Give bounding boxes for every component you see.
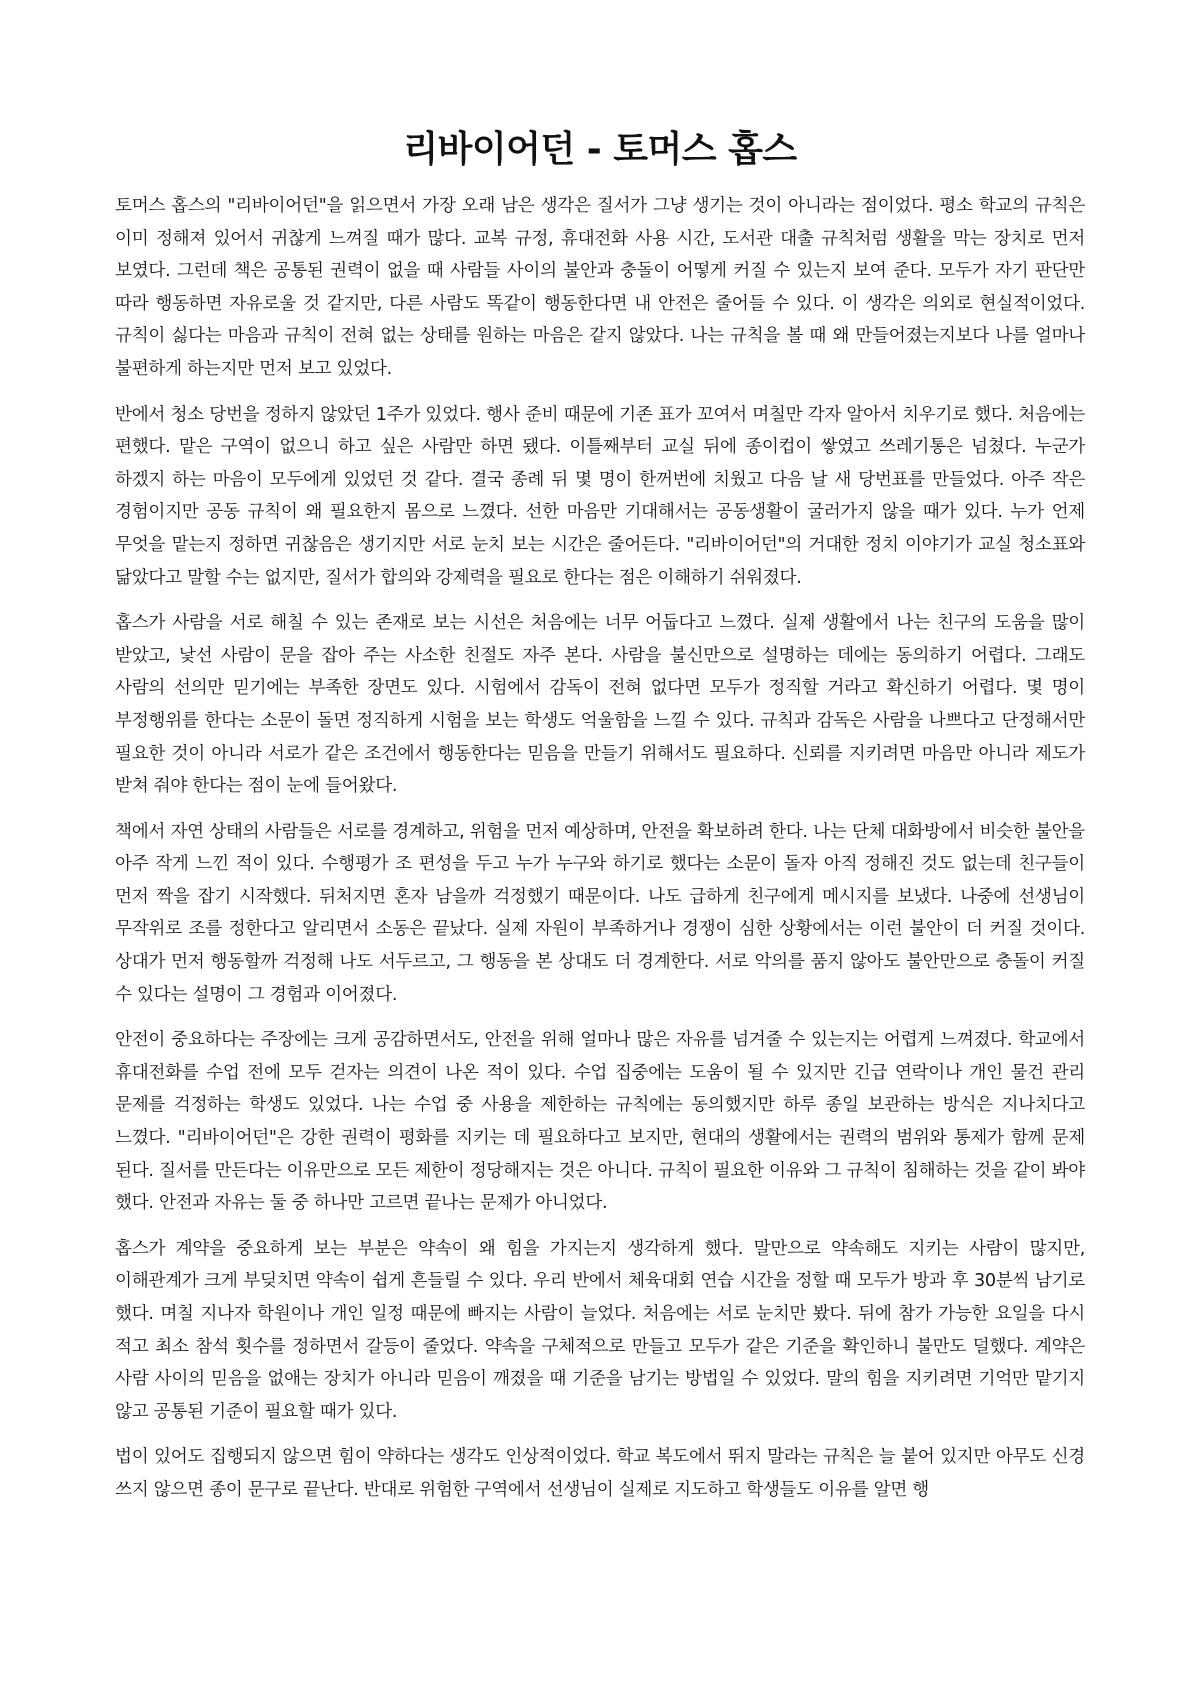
paragraph-7: 법이 있어도 집행되지 않으면 힘이 약하다는 생각도 인상적이었다. 학교 복도에서 뛰지 말라는 규칙은 늘 붙어 있지만 아무도 신경 쓰지 않으면 종이 문구로 끝난다. 반대로 위험한 구역에서 선생님이 실제로 지도하고 학생들도 이유를 알면 행 xyxy=(115,1447,1085,1500)
paragraph-4: 책에서 자연 상태의 사람들은 서로를 경계하고, 위험을 먼저 예상하며, 안전을 확보하려 한다. 나는 단체 대화방에서 비슷한 불안을 아주 작게 느낀 적이 있다. 수행평가 조 편성을 두고 누가 누구와 하기로 했다는 소문이 돌자 아직 정해진 것도 없는데 친구들이 먼저 짝을 잡기 시작했다. 뒤처지면 혼자 남을까 걱정했기 때문이다. 나도 급하게 친구에게 메시지를 보냈다. 나중에 선생님이 무작위로 조를 정한다고 알리면서 소동은 끝났다. 실제 자원이 부족하거나 경쟁이 심한 상황에서는 이런 불안이 더 커질 것이다. 상대가 먼저 행동할까 걱정해 나도 서두르고, 그 행동을 본 상대도 더 경계한다. 서로 악의를 품지 않아도 불안만으로 충돌이 커질 수 있다는 설명이 그 경험과 이어졌다. xyxy=(115,821,1085,1005)
paragraph-2: 반에서 청소 당번을 정하지 않았던 1주가 있었다. 행사 준비 때문에 기존 표가 꼬여서 며칠만 각자 알아서 치우기로 했다. 처음에는 편했다. 맡은 구역이 없으니 하고 싶은 사람만 하면 됐다. 이틀째부터 교실 뒤에 종이컵이 쌓였고 쓰레기통은 넘쳤다. 누군가 하겠지 하는 마음이 모두에게 있었던 것 같다. 결국 종례 뒤 몇 명이 한꺼번에 치웠고 다음 날 새 당번표를 만들었다. 아주 작은 경험이지만 공동 규칙이 왜 필요한지 몸으로 느꼈다. 선한 마음만 기대해서는 공동생활이 굴러가지 않을 때가 있다. 누가 언제 무엇을 맡는지 정하면 귀찮음은 생기지만 서로 눈치 보는 시간은 줄어든다. "리바이어던"의 거대한 정치 이야기가 교실 청소표와 닮았다고 말할 수는 없지만, 질서가 합의와 강제력을 필요로 한다는 점은 이해하기 쉬워졌다. xyxy=(115,404,1085,588)
paragraph-3: 홉스가 사람을 서로 해칠 수 있는 존재로 보는 시선은 처음에는 너무 어둡다고 느꼈다. 실제 생활에서 나는 친구의 도움을 많이 받았고, 낯선 사람이 문을 잡아 주는 사소한 친절도 자주 본다. 사람을 불신만으로 설명하는 데에는 동의하기 어렵다. 그래도 사람의 선의만 믿기에는 부족한 장면도 있다. 시험에서 감독이 전혀 없다면 모두가 정직할 거라고 확신하기 어렵다. 몇 명이 부정행위를 한다는 소문이 돌면 정직하게 시험을 보는 학생도 억울함을 느낄 수 있다. 규칙과 감독은 사람을 나쁘다고 단정해서만 필요한 것이 아니라 서로가 같은 조건에서 행동한다는 믿음을 만들기 위해서도 필요하다. 신뢰를 지키려면 마음만 아니라 제도가 받쳐 줘야 한다는 점이 눈에 들어왔다. xyxy=(115,613,1085,797)
document-title: 리바이어던 - 토머스 홉스 xyxy=(403,129,797,170)
paragraph-5: 안전이 중요하다는 주장에는 크게 공감하면서도, 안전을 위해 얼마나 많은 자유를 넘겨줄 수 있는지는 어렵게 느껴졌다. 학교에서 휴대전화를 수업 전에 모두 걷자는 의견이 나온 적이 있다. 수업 집중에는 도움이 될 수 있지만 긴급 연락이나 개인 물건 관리 문제를 걱정하는 학생도 있었다. 나는 수업 중 사용을 제한하는 규칙에는 동의했지만 하루 종일 보관하는 방식은 지나치다고 느꼈다. "리바이어던"은 강한 권력이 평화를 지키는 데 필요하다고 보지만, 현대의 생활에서는 권력의 범위와 통제가 함께 문제 된다. 질서를 만든다는 이유만으로 모든 제한이 정당해지는 것은 아니다. 규칙이 필요한 이유와 그 규칙이 침해하는 것을 같이 봐야 했다. 안전과 자유는 둘 중 하나만 고르면 끝나는 문제가 아니었다. xyxy=(115,1030,1085,1214)
document-body xyxy=(115,190,1085,1507)
paragraph-6: 홉스가 계약을 중요하게 보는 부분은 약속이 왜 힘을 가지는지 생각하게 했다. 말만으로 약속해도 지키는 사람이 많지만, 이해관계가 크게 부딪치면 약속이 쉽게 흔들릴 수 있다. 우리 반에서 체육대회 연습 시간을 정할 때 모두가 방과 후 30분씩 남기로 했다. 며칠 지나자 학원이나 개인 일정 때문에 빠지는 사람이 늘었다. 처음에는 서로 눈치만 봤다. 뒤에 참가 가능한 요일을 다시 적고 최소 참석 횟수를 정하면서 갈등이 줄었다. 약속을 구체적으로 만들고 모두가 같은 기준을 확인하니 불만도 덜했다. 계약은 사람 사이의 믿음을 없애는 장치가 아니라 믿음이 깨졌을 때 기준을 남기는 방법일 수 있었다. 말의 힘을 지키려면 기억만 맡기지 않고 공통된 기준이 필요할 때가 있다. xyxy=(115,1238,1085,1422)
paragraph-1: 토머스 홉스의 "리바이어던"을 읽으면서 가장 오래 남은 생각은 질서가 그냥 생기는 것이 아니라는 점이었다. 평소 학교의 규칙은 이미 정해져 있어서 귀찮게 느껴질 때가 많다. 교복 규정, 휴대전화 사용 시간, 도서관 대출 규칙처럼 생활을 막는 장치로 먼저 보였다. 그런데 책은 공통된 권력이 없을 때 사람들 사이의 불안과 충돌이 어떻게 커질 수 있는지 보여 준다. 모두가 자기 판단만 따라 행동하면 자유로울 것 같지만, 다른 사람도 똑같이 행동한다면 내 안전은 줄어들 수 있다. 이 생각은 의외로 현실적이었다. 규칙이 싫다는 마음과 규칙이 전혀 없는 상태를 원하는 마음은 같지 않았다. 나는 규칙을 볼 때 왜 만들어졌는지보다 나를 얼마나 불편하게 하는지만 먼저 보고 있었다. xyxy=(115,196,1085,379)
